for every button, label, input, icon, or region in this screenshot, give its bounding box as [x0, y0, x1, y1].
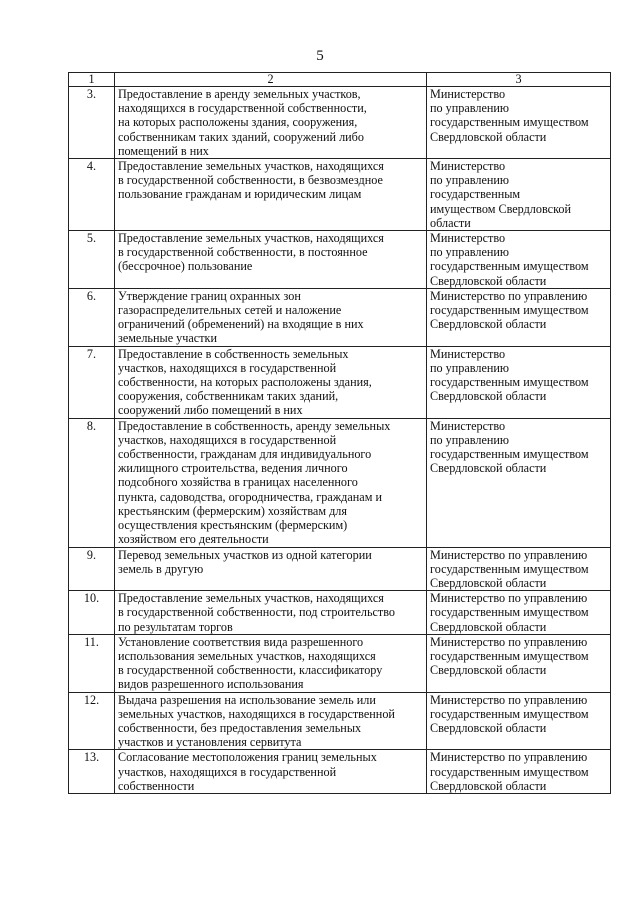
- authority-cell: [427, 591, 611, 635]
- authority-cell: [427, 418, 611, 547]
- service-name-line: собственности, гражданам для индивидуального: [118, 447, 372, 462]
- service-name-cell: [115, 591, 427, 635]
- authority-line: Министерство по управлению: [430, 547, 588, 562]
- service-name-line: Предоставление земельных участков, находящихся: [118, 591, 384, 606]
- service-name-line: крестьянским (фермерским) хозяйствам для: [118, 503, 347, 518]
- service-name-line: собственности: [118, 778, 195, 793]
- authority-line: государственным имуществом: [430, 259, 589, 274]
- row-number: 3.: [69, 87, 115, 159]
- row-number: 12.: [69, 692, 115, 750]
- authority-line: Министерство: [430, 231, 506, 246]
- service-name-cell: [115, 346, 427, 418]
- service-name-cell: [115, 634, 427, 692]
- service-name-line: газораспределительных сетей и наложение: [118, 303, 342, 318]
- authority-line: по управлению: [430, 432, 510, 447]
- authority-line: по управлению: [430, 360, 510, 375]
- row-number: 10.: [69, 591, 115, 635]
- authority-line: Министерство по управлению: [430, 692, 588, 707]
- service-name-line: Предоставление в собственность, аренду земельных: [118, 418, 391, 433]
- services-table: [68, 72, 611, 794]
- authority-line: Свердловской области: [430, 663, 547, 678]
- service-name-line: земельные участки: [118, 331, 217, 346]
- authority-line: Свердловской области: [430, 273, 547, 288]
- column-header-authority: 3: [427, 73, 611, 87]
- table-row: [69, 750, 611, 794]
- service-name-line: на которых расположены здания, сооружения,: [118, 115, 358, 130]
- service-name-line: подсобного хозяйства в границах населенного: [118, 475, 358, 490]
- authority-line: государственным имуществом: [430, 648, 589, 663]
- service-name-line: земельных участков, находящихся в государственной: [118, 706, 395, 721]
- row-number: 9.: [69, 547, 115, 591]
- service-name-cell: [115, 87, 427, 159]
- service-name-line: в государственной собственности, классификатору: [118, 663, 383, 678]
- authority-line: Министерство по управлению: [430, 750, 588, 765]
- service-name-line: помещений в них: [118, 143, 209, 158]
- authority-line: государственным имуществом: [430, 764, 589, 779]
- service-name-line: Утверждение границ охранных зон: [118, 288, 301, 303]
- table-row: [69, 418, 611, 547]
- service-name-line: собственности, на которых расположены здания,: [118, 375, 372, 390]
- service-name-line: сооружений либо помещений в них: [118, 403, 303, 418]
- authority-line: Министерство: [430, 418, 506, 433]
- service-name-line: собственникам таких зданий, сооружений либо: [118, 129, 364, 144]
- service-name-line: участков, находящихся в государственной: [118, 432, 337, 447]
- authority-line: Свердловской области: [430, 129, 547, 144]
- service-name-line: участков, находящихся в государственной: [118, 764, 337, 779]
- authority-line: государственным имуществом: [430, 115, 589, 130]
- table-row: [69, 346, 611, 418]
- authority-cell: [427, 288, 611, 346]
- service-name-cell: [115, 547, 427, 591]
- authority-line: Свердловской области: [430, 389, 547, 404]
- service-name-line: участков и установления сервитута: [118, 735, 302, 750]
- service-name-line: пункта, садоводства, огородничества, гражданам и: [118, 489, 382, 504]
- table-row: [69, 692, 611, 750]
- authority-line: Министерство по управлению: [430, 591, 588, 606]
- service-name-cell: [115, 692, 427, 750]
- authority-line: Свердловской области: [430, 720, 547, 735]
- authority-cell: [427, 547, 611, 591]
- authority-line: Министерство: [430, 87, 506, 101]
- service-name-line: Выдача разрешения на использование земель или: [118, 692, 376, 707]
- authority-cell: [427, 346, 611, 418]
- authority-line: государственным имуществом: [430, 375, 589, 390]
- row-number: 13.: [69, 750, 115, 794]
- table-row: [69, 231, 611, 289]
- authority-line: Свердловской области: [430, 619, 547, 634]
- authority-cell: [427, 750, 611, 794]
- row-number: 6.: [69, 288, 115, 346]
- service-name-line: пользование гражданам и юридическим лицам: [118, 187, 362, 202]
- authority-line: государственным имуществом: [430, 303, 589, 318]
- table-row: [69, 591, 611, 635]
- table-body: [69, 87, 611, 794]
- authority-line: Свердловской области: [430, 461, 547, 476]
- service-name-line: Предоставление земельных участков, находящихся: [118, 159, 384, 174]
- service-name-line: использования земельных участков, находящихся: [118, 648, 376, 663]
- table-row: [69, 634, 611, 692]
- service-name-line: хозяйством его деятельности: [118, 532, 269, 547]
- service-name-cell: [115, 231, 427, 289]
- authority-cell: [427, 159, 611, 231]
- table-row: [69, 87, 611, 159]
- service-name-line: Предоставление в собственность земельных: [118, 346, 349, 361]
- authority-cell: [427, 634, 611, 692]
- service-name-line: Предоставление земельных участков, находящихся: [118, 231, 384, 246]
- authority-line: государственным: [430, 187, 521, 202]
- service-name-cell: [115, 750, 427, 794]
- authority-line: Свердловской области: [430, 317, 547, 332]
- table-row: [69, 547, 611, 591]
- authority-line: государственным имуществом: [430, 561, 589, 576]
- service-name-line: осуществления крестьянским (фермерским): [118, 518, 348, 533]
- authority-line: имуществом Свердловской: [430, 201, 571, 216]
- row-number: 4.: [69, 159, 115, 231]
- authority-line: Свердловской области: [430, 575, 547, 590]
- authority-line: по управлению: [430, 173, 510, 188]
- authority-line: Свердловской области: [430, 778, 547, 793]
- table-row: [69, 159, 611, 231]
- service-name-line: собственности, без предоставления земельных: [118, 720, 362, 735]
- authority-line: Министерство по управлению: [430, 634, 588, 649]
- service-name-line: жилищного строительства, ведения личного: [118, 461, 348, 476]
- authority-line: государственным имуществом: [430, 605, 589, 620]
- service-name-line: Установление соответствия вида разрешенного: [118, 634, 364, 649]
- authority-line: по управлению: [430, 101, 510, 116]
- authority-line: Министерство: [430, 159, 506, 174]
- authority-line: по управлению: [430, 245, 510, 260]
- service-name-line: Согласование местоположения границ земельных: [118, 750, 377, 765]
- service-name-line: находящихся в государственной собственности,: [118, 101, 367, 116]
- service-name-line: ограничений (обременений) на входящие в них: [118, 317, 364, 332]
- service-name-line: (бессрочное) пользование: [118, 259, 253, 274]
- authority-line: Министерство по управлению: [430, 288, 588, 303]
- row-number: 11.: [69, 634, 115, 692]
- page-number: 5: [316, 48, 324, 64]
- column-header-service: 2: [115, 73, 427, 87]
- service-name-line: сооружения, собственникам таких зданий,: [118, 389, 339, 404]
- service-name-cell: [115, 288, 427, 346]
- service-name-line: Предоставление в аренду земельных участков,: [118, 87, 361, 101]
- service-name-line: участков, находящихся в государственной: [118, 360, 337, 375]
- authority-line: Министерство: [430, 346, 506, 361]
- service-name-line: видов разрешенного использования: [118, 677, 304, 692]
- authority-cell: [427, 231, 611, 289]
- authority-line: государственным имуществом: [430, 447, 589, 462]
- service-name-line: земель в другую: [118, 561, 204, 576]
- authority-cell: [427, 87, 611, 159]
- table-row: [69, 288, 611, 346]
- row-number: 5.: [69, 231, 115, 289]
- service-name-cell: [115, 159, 427, 231]
- service-name-line: Перевод земельных участков из одной категории: [118, 547, 372, 562]
- service-name-line: в государственной собственности, под строительство: [118, 605, 396, 620]
- column-header-number: 1: [69, 73, 115, 87]
- authority-line: государственным имуществом: [430, 706, 589, 721]
- authority-line: области: [430, 215, 471, 230]
- row-number: 7.: [69, 346, 115, 418]
- service-name-cell: [115, 418, 427, 547]
- authority-cell: [427, 692, 611, 750]
- row-number: 8.: [69, 418, 115, 547]
- service-name-line: в государственной собственности, в постоянное: [118, 245, 368, 260]
- table-header-row: [69, 73, 611, 87]
- service-name-line: по результатам торгов: [118, 619, 233, 634]
- service-name-line: в государственной собственности, в безвозмездное: [118, 173, 383, 188]
